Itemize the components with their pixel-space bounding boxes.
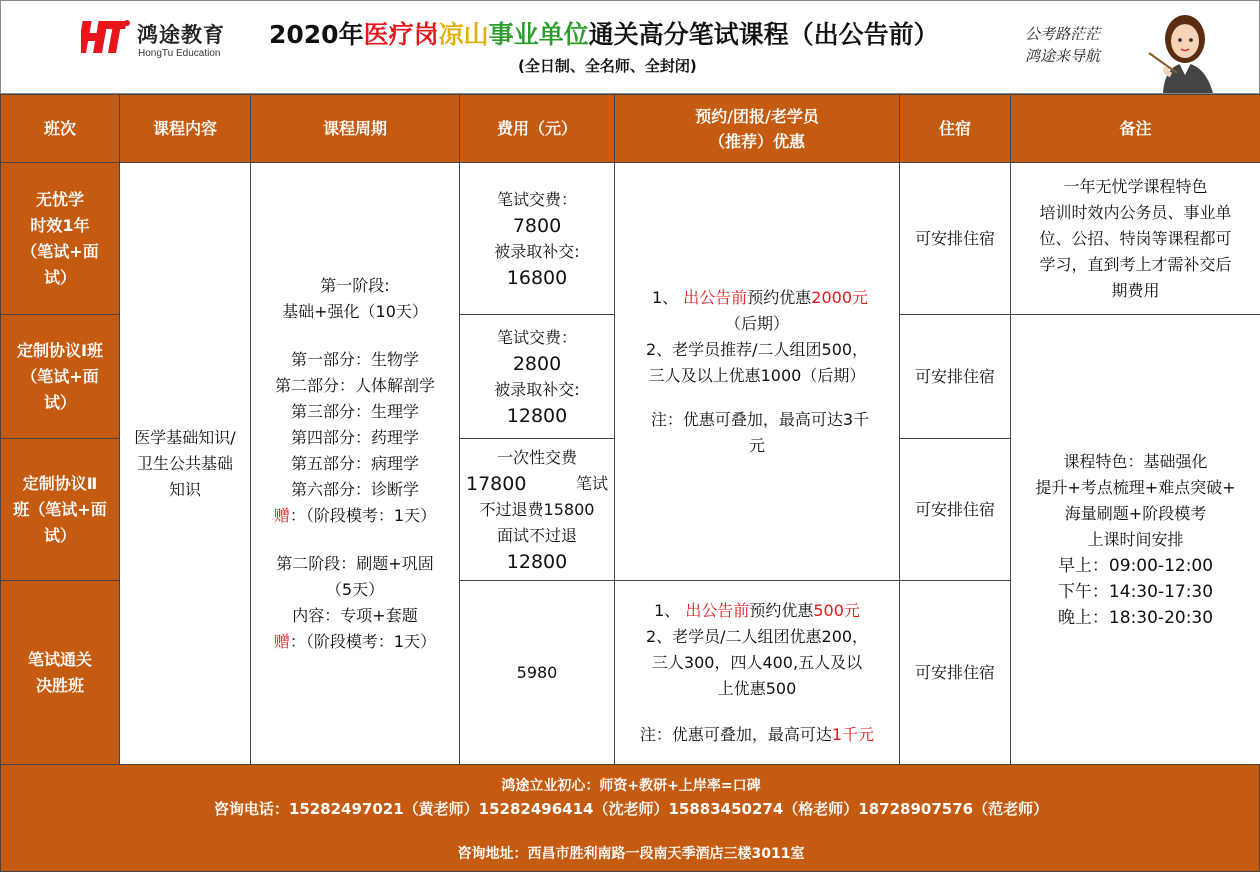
slogan-line: 鸿途来导航 xyxy=(1025,47,1101,65)
note-line: 上课时间安排 xyxy=(1087,529,1184,549)
class-dingzhi-2 xyxy=(1,439,120,581)
discount-line: （后期） xyxy=(724,313,789,333)
note-line: 位、公招、特岗等课程都可 xyxy=(1039,228,1232,248)
period-gift xyxy=(251,629,459,655)
discount-line: 2、老学员/二人组团优惠200， xyxy=(645,626,869,646)
course-period-cell xyxy=(251,163,460,765)
discount-note xyxy=(621,722,893,748)
fee-label: 被录取补交: xyxy=(494,379,580,399)
class-line: 定制协议Ⅰ班 xyxy=(17,340,103,360)
period-line: 基础+强化（10天） xyxy=(282,301,428,321)
gift-mark: 赠 xyxy=(273,631,290,651)
class-line: 笔试通关 xyxy=(27,649,92,669)
slogan xyxy=(1025,23,1100,67)
discount-line xyxy=(621,285,893,311)
note-line: 期费用 xyxy=(1111,280,1160,300)
discount-cell xyxy=(615,163,900,581)
course-table xyxy=(0,94,1260,765)
class-line: 决胜班 xyxy=(35,675,84,695)
class-line: 试） xyxy=(43,392,76,412)
discount-line: 三人300，四人400,五人及以 xyxy=(651,652,863,672)
note-line: 提升+考点梳理+难点突破+ xyxy=(1035,477,1236,497)
class-line: （笔试+面 xyxy=(21,241,99,261)
class-bishi-tongguan xyxy=(1,581,120,765)
fee-value: 16800 xyxy=(506,266,568,289)
class-line: 时效1年 xyxy=(30,215,90,235)
note-cell xyxy=(1011,163,1260,315)
content-line: 知识 xyxy=(168,479,201,499)
gift-mark: 赠 xyxy=(273,505,290,525)
fee-value: 17800 xyxy=(466,472,527,495)
brand-name: 鸿途教育 xyxy=(137,23,225,47)
title-part: 通关高分笔试课程（出公告前） xyxy=(588,20,939,49)
content-line: 卫生公共基础 xyxy=(136,453,233,473)
content-line: 医学基础知识/ xyxy=(134,427,236,447)
class-dingzhi-1 xyxy=(1,315,120,439)
period-part: 第五部分：病理学 xyxy=(290,453,419,473)
note-line: 学习，直到考上才需补交后 xyxy=(1039,254,1232,274)
discount-line: 三人及以上优惠1000（后期） xyxy=(648,365,866,385)
discount-highlight: 出公告前 xyxy=(685,600,750,620)
fee-label: 被录取补交: xyxy=(494,241,580,261)
class-wuyouxue xyxy=(1,163,120,315)
discount-text: 注：优惠可叠加，最高可达 xyxy=(639,724,832,744)
title-part: 事业单位 xyxy=(488,20,589,49)
discount-index: 1、 xyxy=(651,287,679,307)
fee-line xyxy=(466,471,608,497)
fee-cell xyxy=(460,315,615,439)
discount-text: 预约优惠 xyxy=(749,600,814,620)
fee-value: 2800 xyxy=(512,352,562,375)
fee-cell xyxy=(460,439,615,581)
period-line: 内容：专项+套题 xyxy=(292,605,418,625)
note-line: 海量刷题+阶段模考 xyxy=(1064,503,1207,523)
ht-logo-icon xyxy=(81,19,131,55)
class-line: 无忧学 xyxy=(35,189,84,209)
table-header-row xyxy=(1,95,1260,163)
class-line: 试） xyxy=(43,525,76,545)
class-line: （笔试+面 xyxy=(21,366,99,386)
fee-value: 12800 xyxy=(506,404,568,427)
fee-label: 面试不过退 xyxy=(496,525,577,545)
class-line: 班（笔试+面 xyxy=(13,499,107,519)
brand-logo xyxy=(81,17,251,67)
note-line: 晚上：18:30-20:30 xyxy=(1057,607,1214,628)
brand-subname: HongTu Education xyxy=(138,48,221,59)
period-part: 第二部分：人体解剖学 xyxy=(274,375,435,395)
header-fee: 费用（元） xyxy=(460,95,615,163)
fee-label: 笔试交费： xyxy=(496,189,577,209)
note-line: 课程特色：基础强化 xyxy=(1063,451,1208,471)
note-cell xyxy=(1011,315,1260,765)
note-line: 一年无忧学课程特色 xyxy=(1063,176,1208,196)
fee-cell xyxy=(460,163,615,315)
footer-motto: 鸿途立业初心：师资+教研+上岸率=口碑 xyxy=(501,778,761,794)
fee-label: 不过退费15800 xyxy=(479,499,595,519)
note-line: 下午：14:30-17:30 xyxy=(1057,581,1214,602)
footer xyxy=(0,764,1260,872)
period-line: 第一阶段: xyxy=(320,275,390,295)
discount-cell xyxy=(615,581,900,765)
fee-label: 笔试 xyxy=(575,473,608,493)
header-class: 班次 xyxy=(1,95,120,163)
slogan-line: 公考路茫茫 xyxy=(1025,25,1101,43)
footer-address: 咨询地址：西昌市胜利南路一段南天季酒店三楼3011室 xyxy=(457,846,805,862)
header-discount xyxy=(615,95,900,163)
period-part: 第三部分：生理学 xyxy=(290,401,419,421)
fee-label: 一次性交费 xyxy=(496,447,577,467)
discount-line: 2、老学员推荐/二人组团500， xyxy=(645,339,869,359)
period-gift xyxy=(251,503,459,529)
fee-value: 12800 xyxy=(506,550,568,573)
discount-index: 1、 xyxy=(654,600,681,620)
stay-cell: 可安排住宿 xyxy=(900,581,1011,765)
page-title xyxy=(269,15,999,51)
note-line: 培训时效内公务员、事业单 xyxy=(1039,202,1232,222)
title-part: 凉山 xyxy=(438,20,489,49)
footer-phones: 咨询电话：15282497021（黄老师）15282496414（沈老师）15883450274（格老师）18728907576（范老师） xyxy=(213,800,1049,818)
title-part: 医疗岗 xyxy=(363,20,439,49)
header-period: 课程周期 xyxy=(251,95,460,163)
header-content: 课程内容 xyxy=(120,95,251,163)
discount-note: 注：优惠可叠加，最高可达3千 xyxy=(650,409,870,429)
header xyxy=(0,0,1260,94)
period-part: 第一部分：生物学 xyxy=(290,349,419,369)
discount-highlight: 出公告前 xyxy=(683,287,748,307)
class-line: 试） xyxy=(43,267,76,287)
period-line: 第二阶段：刷题+巩固 xyxy=(276,553,434,573)
fee-value: 7800 xyxy=(512,214,562,237)
period-line: （5天） xyxy=(325,579,385,599)
class-line: 定制协议Ⅱ xyxy=(22,473,98,493)
note-line: 早上：09:00-12:00 xyxy=(1057,555,1214,576)
period-part: 第六部分：诊断学 xyxy=(290,479,419,499)
discount-text: 预约优惠 xyxy=(747,287,812,307)
period-part: 第四部分：药理学 xyxy=(290,427,419,447)
discount-note: 元 xyxy=(748,435,765,455)
header-discount-line: （推荐）优惠 xyxy=(708,131,805,151)
course-content-cell xyxy=(120,163,251,765)
discount-highlight: 500元 xyxy=(813,600,860,620)
fee-cell: 5980 xyxy=(460,581,615,765)
fee-label: 笔试交费： xyxy=(496,327,577,347)
stay-cell: 可安排住宿 xyxy=(900,439,1011,581)
stay-cell: 可安排住宿 xyxy=(900,315,1011,439)
discount-highlight: 1千元 xyxy=(831,724,875,744)
header-stay: 住宿 xyxy=(900,95,1011,163)
header-discount-line: 预约/团报/老学员 xyxy=(695,106,819,126)
table-row xyxy=(1,163,1260,315)
header-note: 备注 xyxy=(1011,95,1260,163)
title-part: 2020年 xyxy=(269,20,364,49)
gift-text: ：（阶段模考：1天） xyxy=(289,631,437,651)
discount-highlight: 2000元 xyxy=(811,287,869,307)
stay-cell: 可安排住宿 xyxy=(900,163,1011,315)
discount-line: 上优惠500 xyxy=(717,678,797,698)
teacher-illustration-icon xyxy=(1141,9,1251,93)
discount-line xyxy=(621,598,893,624)
page-subtitle: (全日制、全名师、全封闭) xyxy=(518,57,697,75)
gift-text: ：（阶段模考：1天） xyxy=(289,505,437,525)
